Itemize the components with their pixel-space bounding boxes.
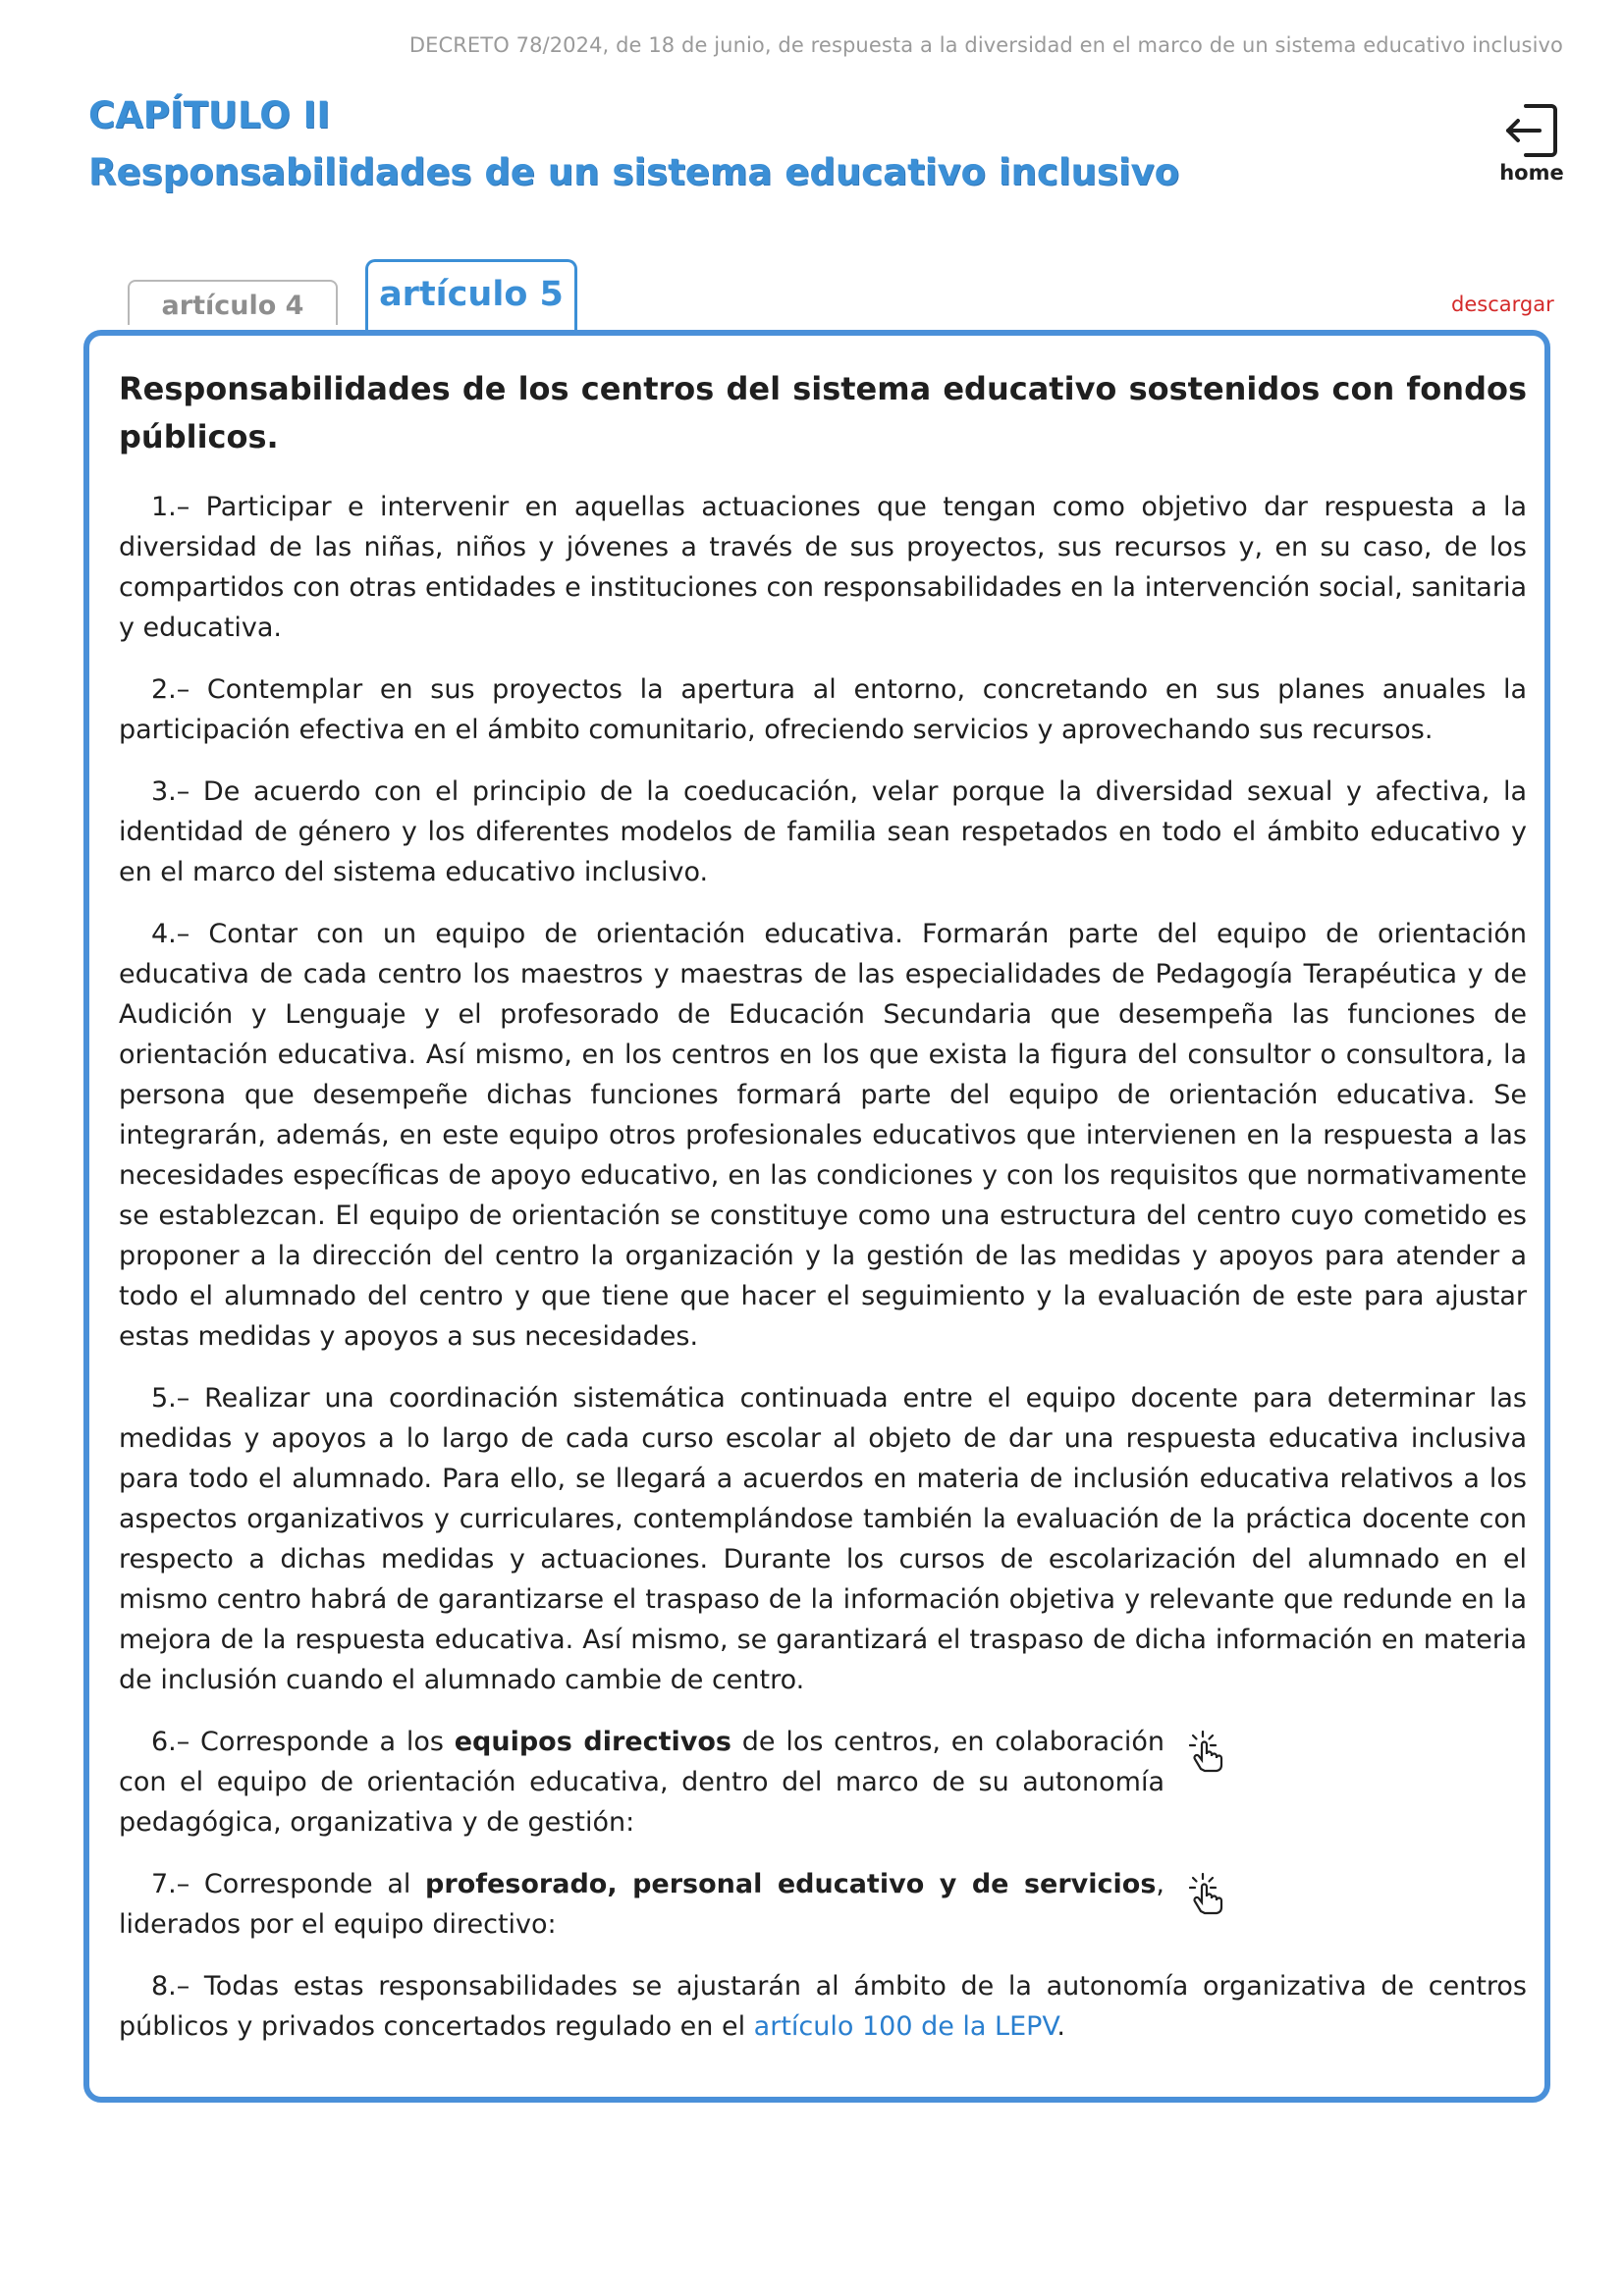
paragraph-8-pre: 8.– Todas estas responsabilidades se ajustarán al ámbito de la autonomía organizativa de centros públicos y privados concertados regulado en el bbox=[119, 1971, 1527, 2042]
running-header: DECRETO 78/2024, de 18 de junio, de respuesta a la diversidad en el marco de un sistema educativo inclusivo bbox=[408, 33, 1563, 57]
home-label: home bbox=[1499, 161, 1564, 185]
exit-door-icon bbox=[1504, 102, 1559, 159]
home-button[interactable] bbox=[1473, 102, 1591, 196]
article-title: Responsabilidades de los centros del sistema educativo sostenidos con fondos públicos. bbox=[119, 370, 1527, 455]
paragraph-7-post: , liderados por el equipo directivo: bbox=[119, 1869, 1164, 1940]
tab-articulo-5[interactable]: artículo 5 bbox=[365, 259, 577, 330]
paragraph-4: 4.– Contar con un equipo de orientación educativa. Formarán parte del equipo de orientación educativa de cada centro los maestros y maestras de las especialidades de Pedagogía Terapéutica y de Audición y Lenguaje y el profesorado de Educación Secundaria que desempeña las funciones de orientación educativa. Así mismo, en los centros en los que exista la figura del consultor o consultora, la persona que desempeñe dichas funciones formará parte del equipo de orientación educativa. Se integrarán, además, en este equipo otros profesionales educativos que intervienen en la respuesta a las necesidades específicas de apoyo educativo, en las condiciones y con los requisitos que normativamente se establezcan. El equipo de orientación se constituye como una estructura del centro cuyo cometido es proponer a la dirección del centro la organización y la gestión de las medidas y apoyos para atender a todo el alumnado del centro y que tiene que hacer el seguimiento y la evaluación de este para ajustar estas medidas y apoyos a sus necesidades. bbox=[119, 919, 1527, 1352]
paragraph-6 bbox=[119, 1722, 1164, 1842]
paragraph-7 bbox=[119, 1864, 1164, 1945]
paragraph-7-pre: 7.– Corresponde al bbox=[151, 1869, 426, 1899]
paragraph-6-pre: 6.– Corresponde a los bbox=[151, 1727, 455, 1757]
paragraph-5: 5.– Realizar una coordinación sistemática continuada entre el equipo docente para determinar las medidas y apoyos a lo largo de cada curso escolar al objeto de dar una respuesta educativa inclusiva para todo el alumnado. Para ello, se llegará a acuerdos en materia de inclusión educativa relativos a los aspectos organizativos y curriculares, contemplándose también la evaluación de la práctica docente con respecto a dichas medidas y actuaciones. Durante los cursos de escolarización del alumnado en el mismo centro habrá de garantizarse el traspaso de la información objetiva y relevante que redunde en la mejora de la respuesta educativa. Así mismo, se garantizará el traspaso de dicha información en materia de inclusión cuando el alumnado cambie de centro. bbox=[119, 1383, 1527, 1695]
chapter-label: CAPÍTULO II bbox=[88, 94, 331, 136]
tab-articulo-4[interactable]: artículo 4 bbox=[128, 280, 338, 325]
paragraph-6-bold: equipos directivos bbox=[454, 1727, 731, 1757]
pointer-hand-icon[interactable] bbox=[1189, 1730, 1226, 1773]
paragraph-1: 1.– Participar e intervenir en aquellas actuaciones que tengan como objetivo dar respuesta a la diversidad de las niñas, niños y jóvenes a través de sus proyectos, sus recursos y, en su caso, de los compartidos con otras entidades e instituciones con responsabilidades en la intervención social, sanitaria y educativa. bbox=[119, 492, 1527, 643]
chapter-title: Responsabilidades de un sistema educativo inclusivo bbox=[88, 151, 1180, 193]
article-paragraphs bbox=[119, 487, 1527, 2068]
paragraph-7-bold: profesorado, personal educativo y de servicios bbox=[425, 1869, 1157, 1899]
paragraph-8-post: . bbox=[1056, 2011, 1066, 2042]
article-content-box bbox=[83, 330, 1550, 2103]
lepv-article-link[interactable]: artículo 100 de la LEPV bbox=[753, 2011, 1057, 2042]
paragraph-8 bbox=[119, 1966, 1527, 2047]
pointer-hand-icon[interactable] bbox=[1189, 1872, 1226, 1915]
paragraph-6-post: de los centros, en colaboración con el equipo de orientación educativa, dentro del marco de su autonomía pedagógica, organizativa y de gestión: bbox=[119, 1727, 1164, 1838]
paragraph-2: 2.– Contemplar en sus proyectos la apertura al entorno, concretando en sus planes anuales la participación efectiva en el ámbito comunitario, ofreciendo servicios y aprovechando sus recursos. bbox=[119, 674, 1527, 745]
paragraph-3: 3.– De acuerdo con el principio de la coeducación, velar porque la diversidad sexual y afectiva, la identidad de género y los diferentes modelos de familia sean respetados en todo el ámbito educativo y en el marco del sistema educativo inclusivo. bbox=[119, 776, 1527, 887]
download-link[interactable]: descargar bbox=[1451, 293, 1554, 316]
